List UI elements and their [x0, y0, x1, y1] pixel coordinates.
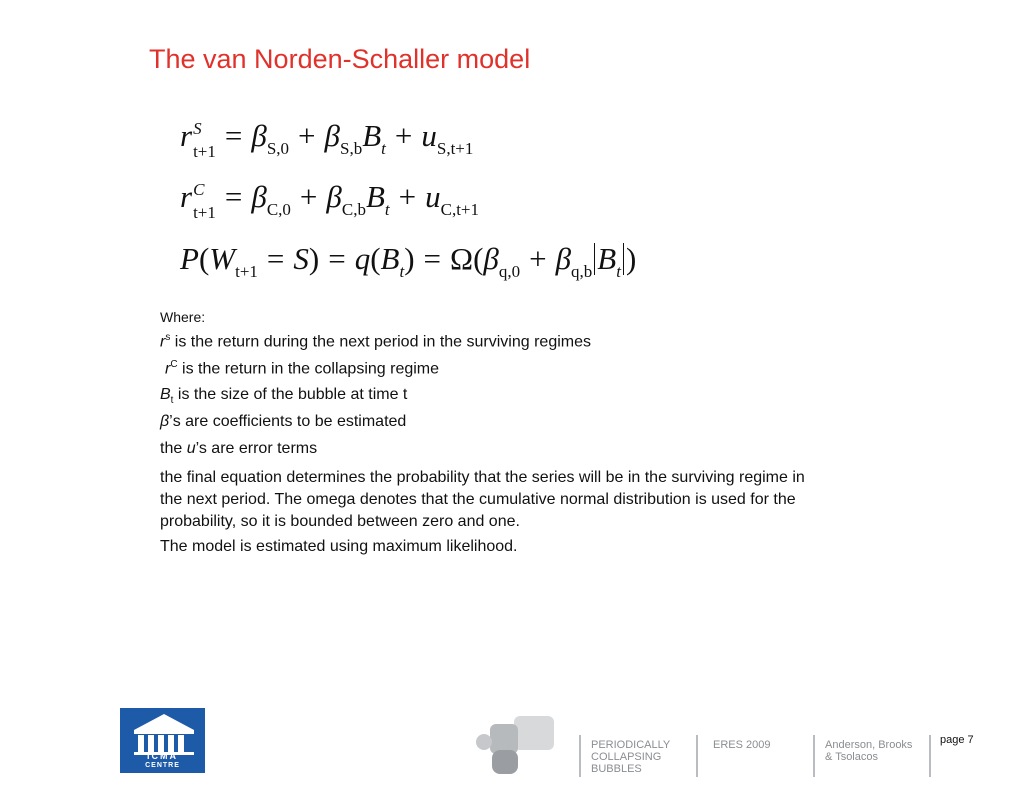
eq2-r-scripts: [193, 179, 216, 222]
note-bt-text: is the size of the bubble at time t: [173, 386, 408, 403]
eq1-beta-sub1: S,0: [266, 139, 290, 158]
eq3-open: (: [198, 241, 210, 276]
eq1-r-scripts: [193, 118, 216, 161]
eq2-u: u: [425, 179, 441, 214]
eq2-beta-sub2: C,b: [341, 200, 366, 219]
eq2-u-sub: C,t+1: [440, 200, 480, 219]
note-beta: [160, 413, 406, 431]
eq3-q: q: [354, 241, 371, 276]
eq1-B-sub: t: [381, 139, 386, 158]
footer-authors-line1: Anderson, Brooks: [825, 739, 913, 751]
note-u-text: ’s are error terms: [195, 440, 318, 457]
building-icon: [120, 708, 205, 756]
eq3-W: W: [209, 241, 236, 276]
eq2-beta: β: [251, 179, 267, 214]
footer-divider-2: [696, 735, 698, 777]
note-rs-symbol: r: [160, 333, 166, 351]
eq3-W-sub: t+1: [235, 262, 258, 281]
footer-topic-line1: PERIODICALLY: [591, 739, 671, 751]
note-rs-sup: s: [165, 332, 171, 343]
footer-divider-3: [813, 735, 815, 777]
eq3-equals1: =: [266, 241, 285, 276]
note-bt-sub: t: [170, 395, 174, 407]
note-rc: [165, 359, 439, 378]
eq3-S: S: [293, 241, 309, 276]
eq2-equals: =: [224, 179, 243, 214]
note-beta-text: ’s are coefficients to be estimated: [169, 413, 407, 430]
eq3-omega: Ω: [450, 241, 474, 276]
eq1-r-sup: S: [193, 118, 202, 138]
eq1-beta: β: [251, 118, 267, 153]
footer-divider-1: [579, 735, 581, 777]
footer-authors-line2: & Tsolacos: [825, 751, 878, 763]
note-u-prefix: the: [160, 440, 187, 457]
eq1-beta-sub2: S,b: [339, 139, 363, 158]
eq3-beta-sub2: q,b: [571, 262, 593, 281]
eq3-B: B: [380, 241, 400, 276]
eq2-r: r: [180, 179, 193, 214]
eq2-beta2: β: [326, 179, 342, 214]
note-rs-text: is the return during the next period in the surviving regimes: [170, 333, 591, 351]
note-rs: [160, 332, 591, 351]
eq3-beta2: β: [555, 241, 572, 276]
where-label: Where:: [160, 309, 206, 325]
eq1-plus: +: [298, 118, 316, 153]
footer-divider-4: [929, 735, 931, 777]
eq2-B-sub: t: [384, 200, 390, 219]
icma-centre-logo: [120, 708, 205, 773]
eq3-close: ): [308, 241, 320, 276]
footer-conference: ERES 2009: [713, 739, 771, 751]
logo-text-line2: CENTRE: [145, 762, 180, 769]
eq3-equals2: =: [328, 241, 346, 276]
eq3-open2: (: [370, 241, 381, 276]
equation-collapsing-return: [180, 179, 480, 222]
eq3-abs-right: [623, 243, 624, 275]
eq3-P: P: [180, 241, 199, 276]
footer-topic: [591, 739, 670, 775]
footer-topic-line2: COLLAPSING: [591, 751, 662, 763]
eq3-B2-sub: t: [616, 262, 621, 281]
eq1-equals: =: [224, 118, 243, 153]
eq3-B-sub: t: [399, 262, 405, 281]
eq3-beta-sub1: q,0: [498, 262, 521, 281]
page-number: page 7: [940, 734, 974, 746]
eq1-plus2: +: [394, 118, 413, 153]
eq2-plus: +: [299, 179, 318, 214]
eq3-abs-left: [594, 243, 595, 275]
eq2-r-sup: C: [193, 179, 205, 199]
eq3-open3: (: [473, 241, 484, 276]
note-estimation: The model is estimated using maximum likelihood.: [160, 538, 518, 555]
eq1-r: r: [180, 118, 193, 153]
eq3-B2: B: [597, 241, 617, 276]
equation-probability: [180, 243, 636, 280]
logo-text: [120, 752, 205, 770]
equation-surviving-return: [180, 118, 474, 161]
note-u: [160, 440, 317, 458]
eq3-equals3: =: [423, 241, 442, 276]
footer-authors: [825, 739, 912, 763]
decorative-dots-icon: [470, 712, 560, 778]
logo-text-line1: ICMA: [147, 751, 178, 761]
footer-topic-line3: BUBBLES: [591, 763, 642, 775]
eq2-plus2: +: [398, 179, 417, 214]
eq2-r-sub: t+1: [193, 202, 216, 222]
eq1-u: u: [421, 118, 437, 153]
eq1-r-sub: t+1: [193, 141, 216, 161]
note-bt-symbol: B: [160, 386, 171, 403]
eq1-B: B: [362, 118, 382, 153]
eq1-u-sub: S,t+1: [436, 139, 474, 158]
eq3-beta: β: [483, 241, 499, 276]
note-beta-symbol: β: [160, 413, 170, 430]
slide-title: The van Norden-Schaller model: [149, 44, 531, 74]
note-bt: [160, 386, 407, 406]
eq3-close3: ): [625, 241, 637, 276]
note-rc-sup: C: [170, 359, 178, 370]
eq2-beta-sub1: C,0: [266, 200, 291, 219]
eq3-plus: +: [529, 241, 547, 276]
note-rc-symbol: r: [165, 360, 171, 378]
note-u-symbol: u: [186, 440, 196, 457]
eq1-beta2: β: [324, 118, 340, 153]
note-rc-text: is the return in the collapsing regime: [177, 360, 440, 378]
eq2-B: B: [365, 179, 385, 214]
eq3-close2: ): [404, 241, 415, 276]
note-final-equation: the final equation determines the probability that the series will be in the surviving regime in the next period. The omega denotes that the cumulative normal distribution is used for the probability, so it is bounded between zero and one.: [160, 469, 805, 530]
